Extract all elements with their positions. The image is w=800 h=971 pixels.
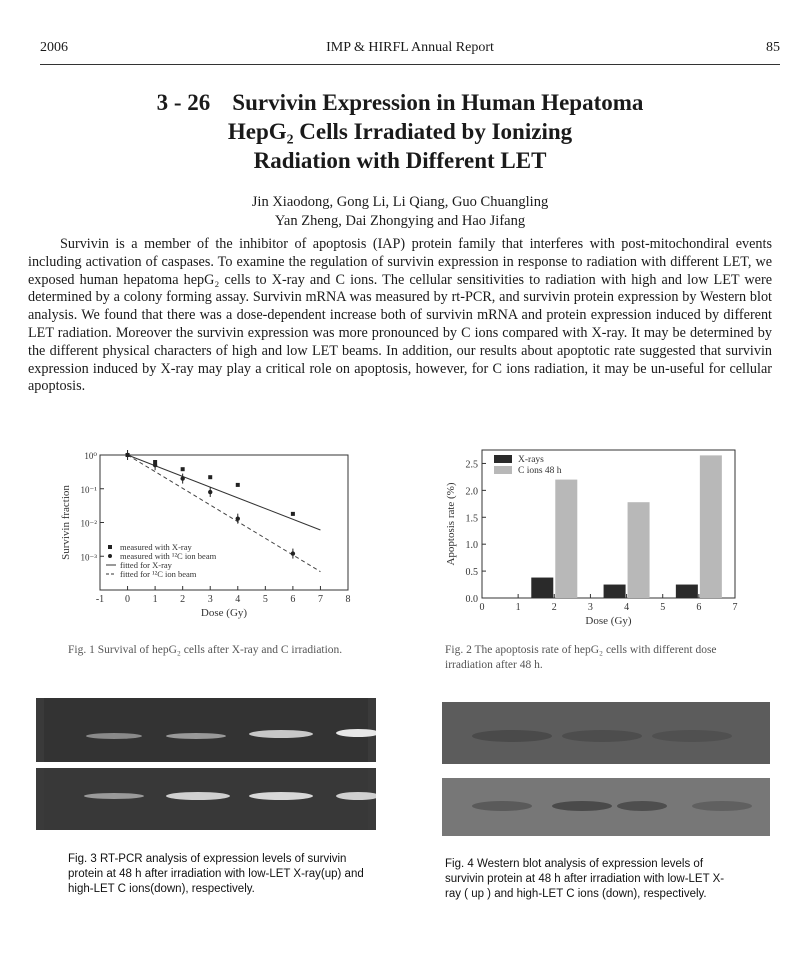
gel-band: [249, 792, 313, 800]
bar-cions: [555, 480, 577, 598]
authors-line-2: Yan Zheng, Dai Zhongying and Hao Jifang: [274, 213, 526, 229]
x-tick-label: 6: [290, 594, 296, 605]
title-line-2: HepG₂ Cells Irradiated by Ionizing: [227, 119, 573, 144]
x-tick-label: 3: [207, 594, 213, 605]
legend-marker-cion: [108, 554, 112, 558]
legend-swatch: [494, 466, 512, 474]
y-tick-label: 10⁻³: [80, 552, 97, 563]
blot-bands-xray: [442, 702, 770, 764]
figure-2-caption: Fig. 2 The apoptosis rate of hepG₂ cells with different dose irradiation after 48 h.: [445, 644, 717, 671]
authors-line-1: Jin Xiaodong, Gong Li, Li Qiang, Guo Chuangling: [251, 194, 549, 210]
y-tick-label: 10⁻²: [80, 518, 97, 529]
x-tick-label: -1: [95, 594, 105, 605]
x-tick-label: 7: [732, 602, 738, 613]
gel-bands-xray: [36, 698, 376, 762]
gel-band: [86, 733, 142, 739]
figure-3-gel-cion: [36, 768, 376, 830]
figure-4-caption: Fig. 4 Western blot analysis of expression levels of survivin protein at 48 h after irradiation with low-LET X-ray ( up ) and high-LET C ions (down), respectively.: [445, 858, 725, 900]
legend-label: measured with ¹²C ion beam: [120, 551, 217, 561]
figure-3-gel-xray: [36, 698, 376, 762]
blot-band: [652, 730, 732, 742]
gel-band: [84, 793, 144, 799]
x-tick-label: 3: [587, 602, 593, 613]
blot-band: [472, 801, 532, 811]
blot-band: [617, 801, 667, 811]
x-tick-label: 7: [317, 594, 323, 605]
gel-band: [166, 792, 230, 800]
x-tick-label: 4: [235, 594, 241, 605]
gel-band: [166, 733, 226, 739]
point-xray: [208, 475, 212, 479]
blot-band: [562, 730, 642, 742]
x-tick-label: 1: [515, 602, 521, 613]
point-xray: [236, 483, 240, 487]
y-tick-label: 1.5: [465, 513, 478, 525]
abstract-paragraph: Survivin is a member of the inhibitor of apoptosis (IAP) protein family that interferes with post-mitochondiral events including activation of caspases. To examine the regulation of survivin expression in response to radiation with different LET, we exposed human hepatoma hepG₂ cells to X-ray and C ions. The cellular sensitivities to radiation with high and low LET were determined by a colony forming assay. Survivin mRNA was measured by rt-PCR, and survivin protein expression by Western blot analysis. We found that there was a dose-dependent increase both of survivin mRNA and protein expression induced by different LET radiation. Moreover the survivin expression was more pronounced by C ions compared with X-ray. It may be determined by the different physical characters of high and low LET beams. In addition, our results about apoptotic rate suggested that survivin expression induced by X-ray may play a critical role on apoptosis, however, for C ions radiation, it may be un-useful for cellular apoptosis.: [28, 236, 772, 395]
legend-label: measured with X-ray: [120, 542, 192, 552]
y-tick-label: 10⁻¹: [80, 484, 97, 495]
legend-label: X-rays: [518, 455, 544, 465]
gel-bands-cion: [36, 768, 376, 830]
bar-xrays: [604, 585, 626, 598]
x-tick-label: 0: [479, 602, 485, 613]
running-header: [40, 40, 780, 65]
article-number: 3 - 26: [156, 90, 211, 115]
bar-cions: [700, 455, 722, 598]
legend-marker-xray: [108, 545, 112, 549]
x-tick-label: 6: [696, 602, 702, 613]
blot-band: [552, 801, 612, 811]
bar-cions: [628, 502, 650, 598]
y-tick-label: 0.0: [465, 594, 478, 605]
bar-xrays: [531, 578, 553, 598]
x-tick-label: 5: [660, 602, 666, 613]
legend-swatch: [494, 455, 512, 463]
header-year: 2006: [40, 40, 68, 55]
figure-1-caption: Fig. 1 Survival of hepG₂ cells after X-ray and C irradiation.: [68, 644, 343, 656]
x-tick-label: 2: [180, 594, 186, 605]
y-tick-label: 2.0: [465, 486, 478, 498]
header-page-number: 85: [766, 40, 780, 55]
title-line-3: Radiation with Different LET: [253, 148, 547, 173]
y-tick-label: 2.5: [465, 459, 478, 471]
blot-bands-cion: [442, 778, 770, 836]
authors: [40, 193, 760, 231]
article-title: [40, 88, 760, 175]
y-tick-label: 10⁰: [84, 451, 97, 461]
legend-label: fitted for ¹²C ion beam: [120, 569, 197, 579]
x-axis-label: Dose (Gy): [585, 615, 632, 627]
figure-2-apoptosis-chart: [440, 440, 770, 630]
header-journal: IMP & HIRFL Annual Report: [326, 40, 494, 55]
y-tick-label: 0.5: [465, 567, 478, 579]
x-tick-label: 5: [262, 594, 268, 605]
figure-4-blot-xray: [442, 702, 770, 764]
blot-band: [692, 801, 752, 811]
gel-band: [249, 730, 313, 738]
x-tick-label: 2: [551, 602, 557, 613]
x-tick-label: 4: [624, 602, 630, 613]
legend-label: C ions 48 h: [518, 466, 562, 476]
figure-4-blot-cion: [442, 778, 770, 836]
figure-1-survival-chart: [55, 445, 365, 630]
title-line-1: Survivin Expression in Human Hepatoma: [232, 90, 644, 115]
point-xray: [291, 512, 295, 516]
x-axis-label: Dose (Gy): [200, 607, 248, 619]
x-tick-label: 0: [125, 594, 131, 605]
x-tick-label: 1: [152, 594, 158, 605]
point-xray: [181, 467, 185, 471]
y-tick-label: 1.0: [465, 540, 478, 552]
y-axis-label: Survivin fraction: [60, 485, 72, 560]
bar-xrays: [676, 585, 698, 598]
legend-label: fitted for X-ray: [120, 560, 172, 570]
blot-band: [472, 730, 552, 742]
x-tick-label: 8: [345, 594, 351, 605]
y-axis-label: Apoptosis rate (%): [445, 482, 457, 566]
figure-3-caption: Fig. 3 RT-PCR analysis of expression levels of survivin protein at 48 h after irradiation with low-LET X-ray(up) and high-LET C ions(down), respectively.: [68, 853, 364, 895]
